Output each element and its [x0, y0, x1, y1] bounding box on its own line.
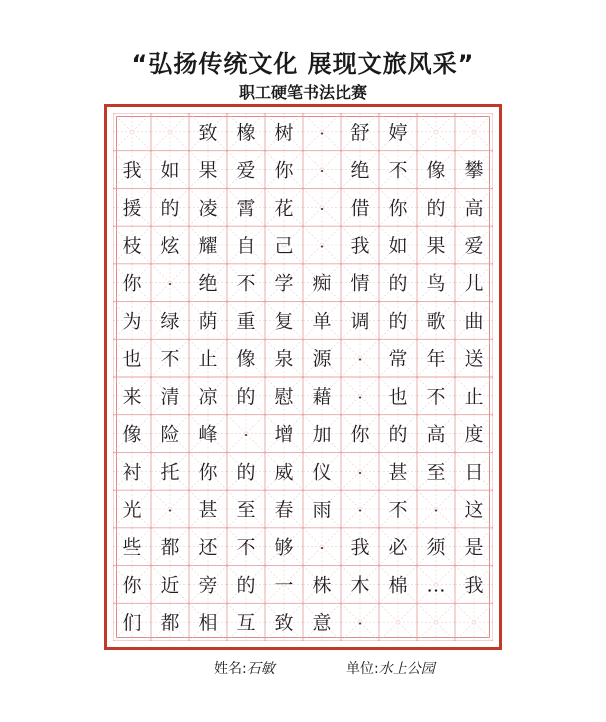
grid-character: 止 — [198, 348, 218, 371]
unit-label: 单位: — [346, 661, 379, 677]
grid-character: 相 — [198, 612, 218, 635]
grid-character: 慰 — [274, 385, 294, 408]
grid-character: 致 — [274, 612, 294, 635]
grid-character: 光 — [122, 499, 142, 521]
grid-character: 橡 — [236, 121, 256, 144]
grid-character: 的 — [388, 423, 408, 446]
grid-character: 自 — [236, 235, 256, 257]
grid-character: 像 — [122, 423, 142, 446]
grid-character: · — [167, 501, 173, 520]
grid-character: 痴 — [312, 272, 332, 295]
grid-character: 复 — [274, 310, 294, 333]
grid-character: 不 — [388, 499, 408, 521]
grid-character: 重 — [236, 310, 256, 333]
grid-character: 木 — [350, 574, 370, 597]
grid-character: 婷 — [388, 121, 408, 144]
unit-value: 水上公园 — [378, 661, 435, 677]
grid-character: 来 — [122, 385, 142, 408]
grid-character: · — [357, 501, 363, 520]
grid-character: 鸟 — [426, 272, 446, 295]
grid-character: 都 — [160, 612, 180, 635]
grid-character: 像 — [236, 348, 256, 371]
page-subtitle: 职工硬笔书法比赛 — [238, 83, 367, 102]
grid-character: 源 — [312, 348, 332, 371]
grid-character: 株 — [312, 574, 332, 597]
grid-character: 借 — [350, 197, 370, 220]
grid-character: 增 — [274, 423, 294, 446]
grid-character: 险 — [160, 423, 180, 446]
grid-character: · — [319, 199, 325, 219]
grid-character: 花 — [274, 197, 294, 220]
grid-character: 爱 — [464, 235, 484, 257]
grid-character: 至 — [236, 499, 256, 521]
grid-character: 我 — [350, 235, 370, 257]
grid-character: 的 — [236, 461, 256, 484]
grid-character: · — [357, 614, 363, 634]
grid-character: 炫 — [160, 235, 180, 257]
grid-character: 耀 — [198, 235, 218, 257]
grid-character: 须 — [426, 536, 446, 559]
grid-character: 互 — [236, 612, 256, 635]
grid-character: 止 — [464, 385, 484, 408]
grid-character: 还 — [198, 536, 218, 559]
grid-character: 如 — [388, 235, 408, 257]
grid-character: 不 — [160, 348, 180, 371]
grid-character: 甚 — [388, 461, 408, 484]
grid-character: 绝 — [350, 159, 370, 182]
grid-character: · — [167, 274, 173, 294]
author-name — [214, 658, 275, 678]
grid-character: 攀 — [464, 159, 484, 182]
grid-character: 送 — [464, 348, 484, 371]
grid-character: 你 — [388, 197, 408, 220]
grid-character: 霄 — [236, 197, 256, 220]
grid-character: · — [319, 123, 325, 143]
grid-character: 威 — [274, 461, 294, 484]
author-unit — [346, 658, 435, 678]
name-label: 姓名: — [214, 661, 247, 677]
grid-character: 不 — [236, 536, 256, 559]
grid-character: 像 — [426, 159, 446, 182]
grid-character: 果 — [198, 159, 218, 182]
grid-character: 的 — [160, 197, 180, 220]
grid-character: 的 — [388, 310, 408, 333]
grid-character: · — [319, 237, 325, 256]
grid-character: 你 — [274, 159, 294, 182]
grid-character: 衬 — [122, 461, 142, 484]
grid-character: 绝 — [198, 272, 218, 295]
grid-character: · — [357, 350, 363, 370]
grid-character: 这 — [464, 499, 484, 521]
grid-character: 清 — [160, 385, 180, 408]
grid-character: 你 — [122, 574, 142, 597]
grid-character: 常 — [388, 348, 408, 371]
grid-character: 调 — [350, 310, 370, 333]
grid-character: 枝 — [122, 235, 142, 257]
grid-character: 棉 — [388, 574, 408, 597]
grid-character: 单 — [312, 310, 332, 333]
grid-character: 援 — [122, 197, 142, 220]
grid-character: 们 — [122, 612, 142, 635]
grid-character: 荫 — [198, 310, 218, 333]
page-title: “弘扬传统文化 展现文旅风采” — [131, 50, 475, 78]
grid-character: 情 — [350, 272, 370, 295]
grid-character: 够 — [274, 536, 294, 559]
grid-character: 高 — [426, 423, 446, 446]
grid-character: 近 — [160, 574, 180, 597]
grid-character: 度 — [464, 423, 484, 446]
grid-character: 你 — [350, 423, 370, 446]
mi-grid — [113, 113, 493, 641]
grid-character: 舒 — [350, 121, 370, 144]
grid-character: · — [357, 387, 363, 407]
grid-character: 儿 — [464, 272, 484, 295]
grid-character: 如 — [160, 159, 180, 182]
grid-character: 果 — [426, 235, 446, 257]
grid-character: 仪 — [312, 461, 332, 484]
grid-character: 意 — [312, 612, 332, 635]
grid-character: · — [433, 501, 439, 520]
grid-character: 也 — [388, 385, 408, 408]
grid-character: 我 — [350, 536, 370, 559]
grid-character: · — [243, 425, 249, 445]
grid-character: 凌 — [198, 197, 218, 220]
grid-character: 甚 — [198, 499, 218, 521]
grid-character: 不 — [388, 159, 408, 182]
grid-character: 些 — [122, 536, 142, 559]
name-value: 石敏 — [246, 661, 275, 677]
grid-character: 旁 — [198, 574, 218, 597]
grid-character: 春 — [274, 499, 294, 521]
grid-character: 曲 — [464, 310, 484, 333]
grid-character: 的 — [236, 385, 256, 408]
grid-character: 高 — [464, 197, 484, 220]
grid-character: 都 — [160, 536, 180, 559]
grid-character: 不 — [236, 272, 256, 295]
grid-character: 雨 — [312, 499, 332, 521]
grid-character: 峰 — [198, 423, 218, 446]
grid-character: · — [319, 161, 325, 181]
grid-character: 凉 — [198, 385, 218, 408]
grid-character: 的 — [426, 197, 446, 220]
grid-character: 年 — [426, 348, 446, 371]
grid-character: 树 — [274, 121, 294, 144]
grid-character: 歌 — [426, 310, 446, 333]
grid-character: 至 — [426, 461, 446, 484]
grid-character: 一 — [274, 574, 294, 597]
grid-character: 学 — [274, 272, 294, 295]
grid-character: · — [357, 463, 363, 483]
grid-character: 托 — [160, 461, 180, 484]
grid-character: 绿 — [160, 310, 180, 333]
grid-character: 我 — [122, 159, 142, 182]
grid-character: · — [319, 538, 325, 558]
grid-character: 致 — [198, 121, 218, 144]
grid-character: 加 — [312, 423, 332, 446]
grid-character: 是 — [464, 536, 484, 559]
grid-character: … — [426, 574, 446, 597]
grid-character: 你 — [122, 272, 142, 295]
grid-character: 泉 — [274, 348, 294, 371]
grid-character: 也 — [122, 348, 142, 371]
grid-character: 己 — [274, 235, 294, 257]
grid-character: 不 — [426, 385, 446, 408]
grid-character: 藉 — [312, 385, 332, 408]
grid-character: 的 — [236, 574, 256, 597]
grid-character: 我 — [464, 574, 484, 597]
grid-character: 日 — [464, 461, 484, 484]
grid-character: 为 — [122, 310, 142, 333]
grid-character: 爱 — [236, 159, 256, 182]
grid-character: 必 — [388, 536, 408, 559]
grid-character: 你 — [198, 461, 218, 484]
grid-character: 的 — [388, 272, 408, 295]
